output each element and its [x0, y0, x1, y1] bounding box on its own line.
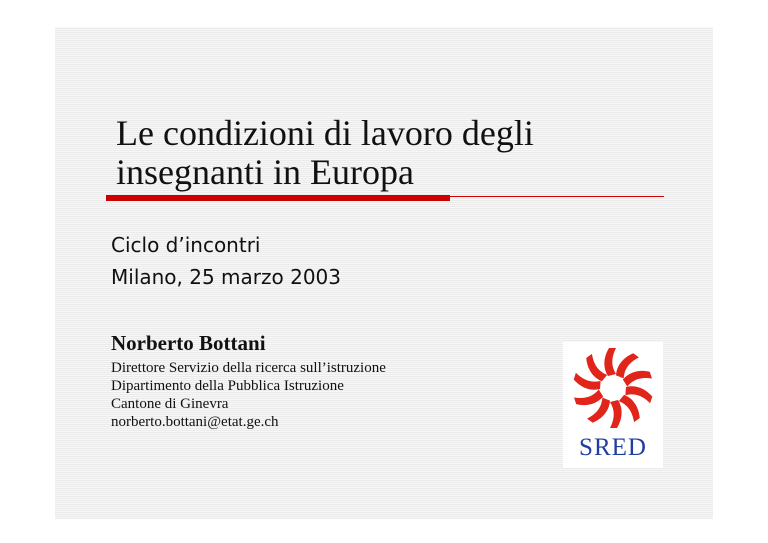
affiliation-department: Dipartimento della Pubblica Istruzione [111, 378, 344, 394]
event-subtitle [111, 229, 341, 293]
subtitle-line-2: Milano, 25 marzo 2003 [111, 265, 342, 289]
author-affiliation [111, 359, 386, 431]
title-line-2: insegnanti in Europa [116, 152, 414, 192]
sred-logo-mark [566, 344, 660, 434]
subtitle-line-1: Ciclo d’incontri [111, 233, 261, 257]
title-underline-thick [106, 195, 450, 201]
affiliation-role: Direttore Servizio della ricerca sull’istruzione [111, 360, 386, 376]
slide-title [116, 114, 676, 192]
title-line-1: Le condizioni di lavoro degli [116, 113, 534, 153]
author-name: Norberto Bottani [111, 331, 266, 355]
affiliation-email: norberto.bottani@etat.ge.ch [111, 414, 279, 430]
sred-logo [563, 342, 663, 468]
sred-logo-text: SRED [579, 434, 647, 461]
affiliation-canton: Cantone di Ginevra [111, 396, 229, 412]
